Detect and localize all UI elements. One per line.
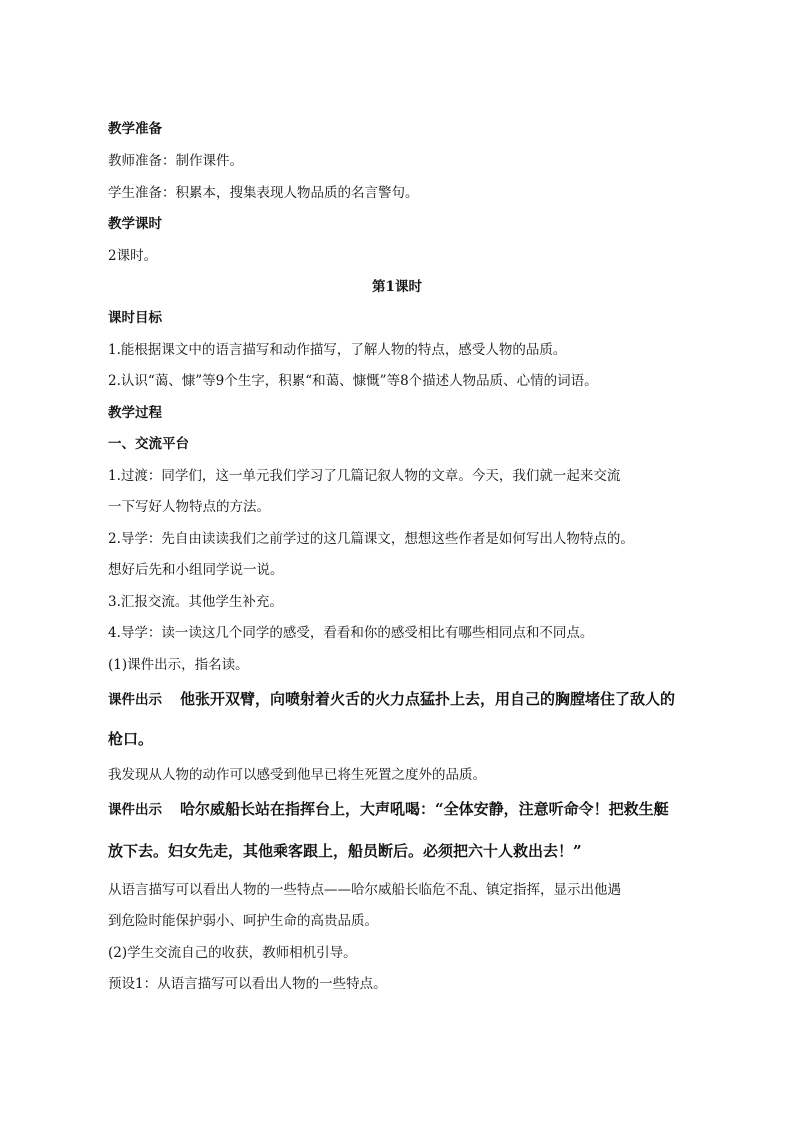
- goal-item-2: 2.认识“蔼、慷”等9个生字，积累“和蔼、慷慨”等8个描述人物品质、心情的词语。: [108, 373, 598, 389]
- paragraph-1-line-2: 一下写好人物特点的方法。: [108, 499, 270, 515]
- goal-item-1: 1.能根据课文中的语言描写和动作描写，了解人物的特点，感受人物的品质。: [108, 342, 567, 358]
- example-2-line-1: [108, 799, 669, 820]
- example-2-note-line-2: 到危险时能保护弱小、呵护生命的高贵品质。: [108, 913, 378, 929]
- lesson-title: 第1课时: [372, 279, 422, 295]
- heading-teaching-hours: 教学课时: [108, 216, 162, 232]
- example-1-line-1: [108, 689, 675, 710]
- section-heading-1: 一、交流平台: [108, 436, 189, 452]
- paragraph-2-line-1: 2.导学：先自由读读我们之前学过的这几篇课文，想想这些作者是如何写出人物特点的。: [108, 531, 634, 547]
- example-2-note-line-1: 从语言描写可以看出人物的一些特点——哈尔威船长临危不乱、镇定指挥，显示出他遇: [108, 882, 621, 898]
- heading-lesson-goals: 课时目标: [108, 310, 162, 326]
- example-1-line-2: 枪口。: [108, 730, 154, 748]
- hours-text: 2课时。: [108, 248, 158, 264]
- preset-1: 预设1：从语言描写可以看出人物的一些特点。: [108, 976, 387, 992]
- paragraph-1-line-1: 1.过渡：同学们，这一单元我们学习了几篇记叙人物的文章。今天，我们就一起来交流: [108, 468, 621, 484]
- example-2-text: 哈尔威船长站在指挥台上，大声吼喝：“全体安静，注意听命令！把救生艇: [180, 800, 669, 818]
- example-1-label: 课件出示: [108, 692, 162, 708]
- teacher-prep-text: 教师准备：制作课件。: [108, 153, 243, 169]
- paragraph-3: 3.汇报交流。其他学生补充。: [108, 594, 283, 610]
- example-2-line-2: 放下去。妇女先走，其他乘客跟上，船员断后。必须把六十人救出去！”: [108, 842, 582, 860]
- example-2-label: 课件出示: [108, 802, 162, 818]
- student-prep-text: 学生准备：积累本，搜集表现人物品质的名言警句。: [108, 185, 419, 201]
- paragraph-4: 4.导学：读一读这几个同学的感受，看看和你的感受相比有哪些相同点和不同点。: [108, 625, 594, 641]
- paragraph-4-sub-2: (2)学生交流自己的收获，教师相机引导。: [108, 945, 357, 961]
- example-1-note: 我发现从人物的动作可以感受到他早已将生死置之度外的品质。: [108, 767, 486, 783]
- paragraph-2-line-2: 想好后先和小组同学说一说。: [108, 562, 284, 578]
- example-1-text: 他张开双臂，向喷射着火舌的火力点猛扑上去，用自己的胸膛堵住了敌人的: [180, 690, 676, 708]
- heading-teaching-process: 教学过程: [108, 405, 162, 421]
- paragraph-4-sub-1: (1)课件出示，指名读。: [108, 657, 249, 673]
- heading-teaching-prep: 教学准备: [108, 121, 162, 137]
